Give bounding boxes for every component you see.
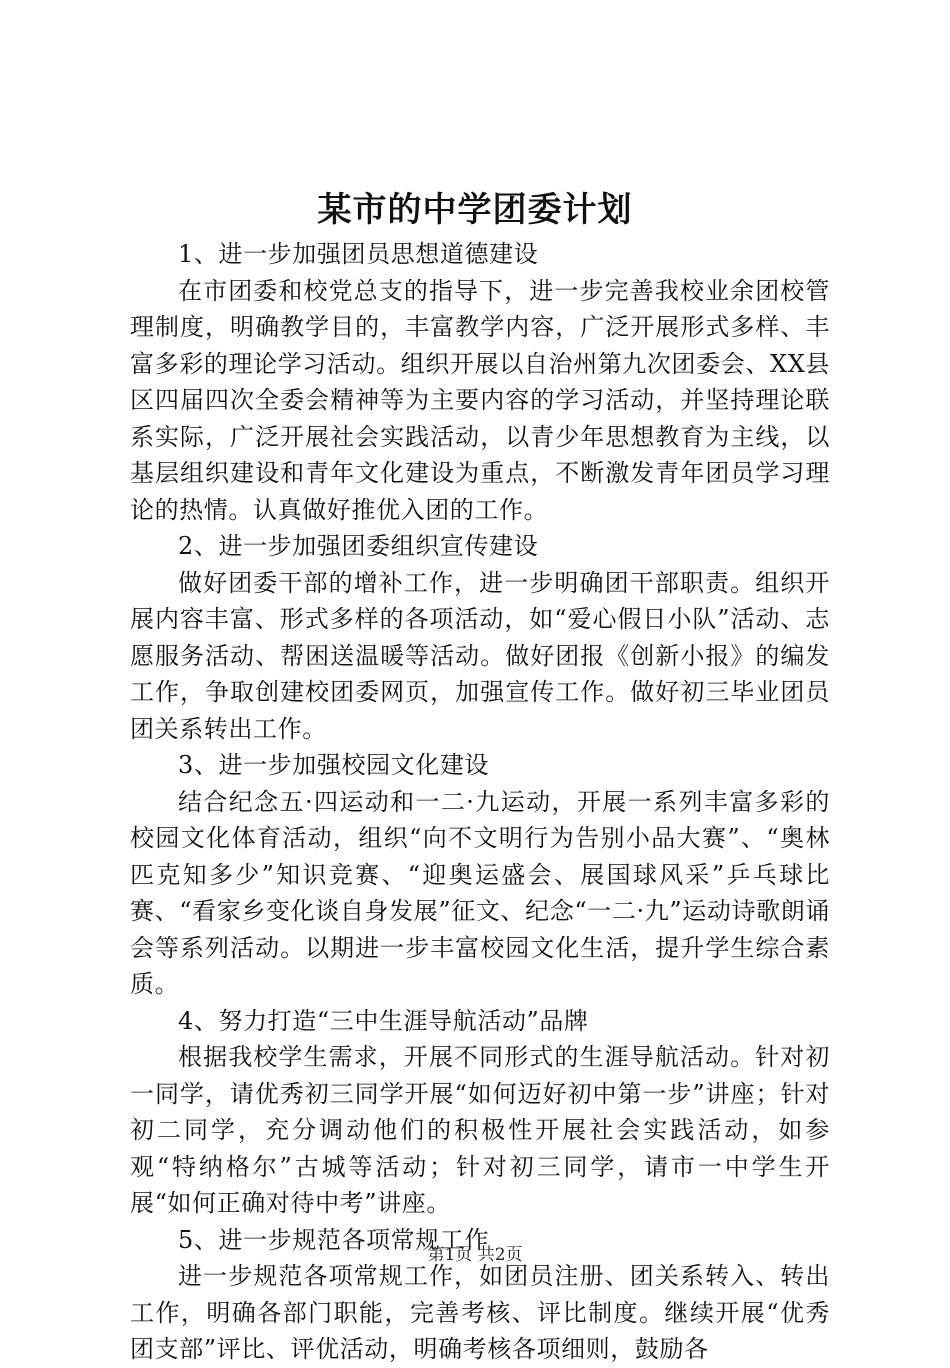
section-heading: 5、进一步规范各项常规工作 [178, 1225, 490, 1254]
section-paragraph: 在市团委和校党总支的指导下，进一步完善我校业余团校管理制度，明确教学目的，丰富教学内容，广泛开展形式多样、丰富多彩的理论学习活动。组织开展以自治州第九次团委会、XX县区四届四次全委会精神等为主要内容的学习活动，并坚持理论联系实际，广泛开展社会实践活动，以青少年思想教育为主线，以基层组织建设和青年文化建设为重点，不断激发青年团员学习理论的热情。认真做好推优入团的工作。 [130, 276, 830, 524]
section-paragraph: 结合纪念五·四运动和一二·九运动，开展一系列丰富多彩的校园文化体育活动，组织“向不文明行为告别小品大赛”、“奥林匹克知多少”知识竞赛、“迎奥运盛会、展国球风采”乒乓球比赛、“看家乡变化谈自身发展”征文、纪念“一二·九”运动诗歌朗诵会等系列活动。以期进一步丰富校园文化生活，提升学生综合素质。 [130, 787, 830, 998]
document-body [130, 236, 830, 1368]
section-paragraph: 根据我校学生需求，开展不同形式的生涯导航活动。针对初一同学，请优秀初三同学开展“如何迈好初中第一步”讲座；针对初二同学，充分调动他们的积极性开展社会实践活动，如参观“特纳格尔”古城等活动；针对初三同学，请市一中学生开展“如何正确对待中考”讲座。 [130, 1043, 830, 1217]
page-footer: 第1页 共2页 [427, 1245, 523, 1265]
section-paragraph: 进一步规范各项常规工作，如团员注册、团关系转入、转出工作，明确各部门职能，完善考核、评比制度。继续开展“优秀团支部”评比、评优活动，明确考核各项细则，鼓励各 [130, 1262, 830, 1363]
section-paragraph: 做好团委干部的增补工作，进一步明确团干部职责。组织开展内容丰富、形式多样的各项活动，如“爱心假日小队”活动、志愿服务活动、帮困送温暖等活动。做好团报《创新小报》的编发工作，争取创建校团委网页，加强宣传工作。做好初三毕业团员团关系转出工作。 [130, 568, 830, 743]
section-heading: 2、进一步加强团委组织宣传建设 [178, 532, 539, 560]
section-heading: 1、进一步加强团员思想道德建设 [178, 240, 539, 268]
section-heading: 4、努力打造“三中生涯导航活动”品牌 [178, 1006, 589, 1035]
section-heading: 3、进一步加强校园文化建设 [178, 751, 490, 779]
document-title: 某市的中学团委计划 [317, 190, 633, 230]
